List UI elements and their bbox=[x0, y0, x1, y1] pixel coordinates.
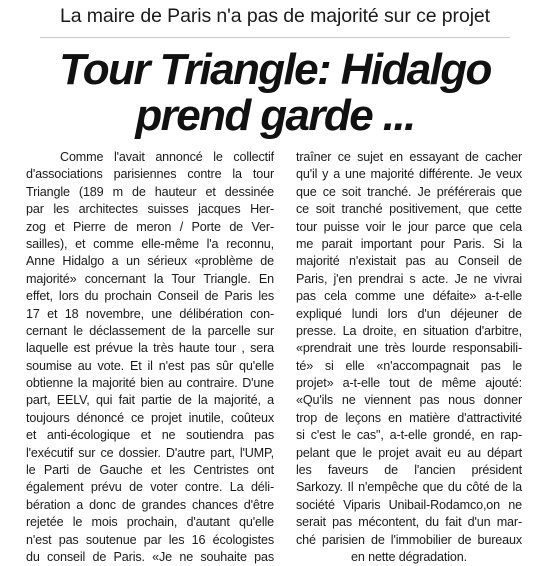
text-line: projet» a-t-elle tout de même ajouté: bbox=[296, 376, 522, 391]
text-line: Anne Hidalgo a un sérieux «problème de bbox=[26, 254, 274, 269]
text-line: pas cela comme une défaite» a-t-elle bbox=[296, 289, 522, 304]
text-line: d'associations parisiennes contre la tour bbox=[26, 167, 274, 182]
text-line: qu'il y a une majorité différente. Je veux bbox=[296, 167, 522, 182]
text-line: rejetée le mois prochain, d'autant qu'elle bbox=[26, 515, 274, 530]
text-line: «Qu'ils ne viennent pas nous donner bbox=[296, 393, 522, 408]
text-line: si c'est le cas", a-t-elle grondé, en rap- bbox=[296, 428, 522, 443]
text-line: en nette dégradation. bbox=[351, 549, 467, 564]
text-line: sailles), et comme elle-même l'a reconnu, bbox=[26, 236, 274, 251]
headline-line: Tour Triangle: Hidalgo bbox=[59, 45, 491, 94]
text-line: tour puisse voir le jour parce que cela bbox=[296, 219, 522, 234]
text-line: me parait important pour Paris. Si la bbox=[296, 236, 522, 251]
text-line: expliqué lundi lors d'un déjeuner de bbox=[296, 306, 522, 321]
text-line: part, EELV, qui fait partie de la majorité, a bbox=[26, 393, 274, 408]
text-line: Triangle (189 m de hauteur et dessinée bbox=[26, 184, 274, 199]
text-line: traîner ce sujet en essayant de cacher bbox=[296, 150, 522, 164]
kicker-divider bbox=[40, 37, 510, 38]
text-line: obtienne la majorité bien au contraire. D'une bbox=[26, 376, 274, 391]
text-line: du conseil de Paris. «Je ne souhaite pas bbox=[26, 549, 274, 564]
text-line: par les architectes suisses jacques Her- bbox=[26, 202, 274, 217]
text-line: n'est pas soutenue par les 16 écologistes bbox=[26, 532, 274, 547]
article-column-left bbox=[26, 149, 274, 566]
text-line: bération a donc de grandes chances d'être bbox=[26, 497, 274, 512]
text-line: serait pas mécontent, du fait d'un mar- bbox=[296, 515, 522, 530]
text-line: laquelle est prévue la très haute tour , sera bbox=[26, 341, 274, 356]
text-line: presse. La droite, en situation d'arbitre, bbox=[296, 323, 522, 338]
text-line: société Viparis Unibail-Rodamco,on ne bbox=[296, 497, 522, 512]
text-line: les faveurs de l'ancien président bbox=[296, 463, 522, 478]
text-line: majorité n'existait pas au Conseil de bbox=[296, 254, 522, 269]
text-line: ché parisien de l'immobilier de bureaux bbox=[296, 532, 522, 547]
article-column-right bbox=[296, 149, 522, 566]
text-line: le Parti de Gauche et les Centristes ont bbox=[26, 463, 274, 478]
text-line: l'exécutif sur ce dossier. D'autre part, l'UMP, bbox=[26, 445, 274, 460]
text-line: également prévu de voter contre. La déli- bbox=[26, 480, 274, 495]
text-line: trop de leçons en matière d'attractivité bbox=[296, 410, 522, 425]
text-line: zog et Pierre de meron / Porte de Ver- bbox=[26, 219, 274, 234]
text-line: pelant que le projet avait eu au départ bbox=[296, 445, 522, 460]
headline-line: prend garde ... bbox=[135, 91, 415, 140]
text-line: et anti-écologique et ne soutiendra pas bbox=[26, 428, 274, 443]
text-line: que ce soit tranché. Je préférerais que bbox=[296, 184, 522, 199]
text-line: Comme l'avait annoncé le collectif bbox=[60, 150, 274, 164]
text-line: effet, lors du prochain Conseil de Paris les bbox=[26, 289, 274, 304]
text-line: cernant le déclassement de la parcelle sur bbox=[26, 323, 274, 338]
text-line: ce soit tranché positivement, que cette bbox=[296, 202, 522, 217]
text-line: «prendrait une très lourde responsabili- bbox=[296, 341, 522, 356]
text-line: 17 et 18 novembre, une délibération con- bbox=[26, 306, 274, 321]
text-line: majorité» concernant la Tour Triangle. En bbox=[26, 271, 274, 286]
text-line: té» si elle «n'accompagnait pas le bbox=[296, 358, 522, 373]
text-line: toujours dénoncé ce projet inutile, coûteux bbox=[26, 410, 274, 425]
text-line: Paris, j'en prendrai s acte. Je ne vivrai bbox=[296, 271, 522, 286]
text-line: Sarkozy. Il n'empêche que du côté de la bbox=[296, 480, 522, 495]
article-headline bbox=[0, 47, 550, 139]
text-line: soumise au vote. Et il n'est pas sûr qu'elle bbox=[26, 358, 274, 373]
article-kicker: La maire de Paris n'a pas de majorité sur ce projet bbox=[59, 5, 490, 27]
